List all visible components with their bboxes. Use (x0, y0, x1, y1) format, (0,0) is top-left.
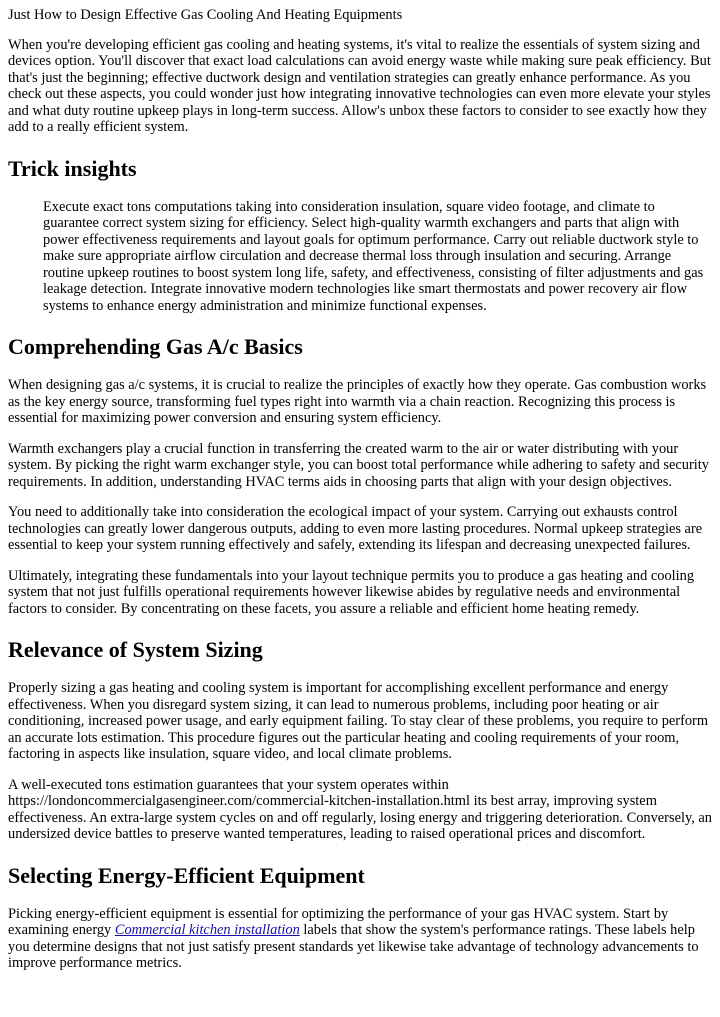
basics-paragraph-3: You need to additionally take into consideration the ecological impact of your system. Carrying out exhausts control technologies can greatly lower dangerous outputs, adding to even more lasting procedures. Normal upkeep strategies are essential to keep your system running effectively and safely, extending its lifespan and decreasing unexpected failures. (8, 504, 703, 553)
equipment-text-after-link: labels that show the system's performance ratings. These labels help you determine designs that not just satisfy present standards yet likewise take advantage of technology advancements to improve performance metrics. (8, 922, 699, 971)
basics-paragraph-2: Warmth exchangers play a crucial function in transferring the created warm to the air or water distributing with your system. By picking the right warm exchanger style, you can boost total performance while adhering to safety and security requirements. In addition, understanding HVAC terms aids in choosing parts that align with your design objectives. (8, 440, 709, 490)
page-title: Just How to Design Effective Gas Cooling And Heating Equipments (8, 7, 403, 23)
sizing-paragraph-2: A well-executed tons estimation guarantees that your system operates within https://londoncommercialgasengineer.com/commercial-kitchen-installation.html its best array, improving system effectiveness. An extra-large system cycles on and off regularly, losing energy and triggering deterioration. Conversely, an undersized device battles to preserve wanted temperatures, leading to raised operational prices and discomfort. (8, 776, 712, 842)
equipment-paragraph-1 (8, 906, 712, 972)
sizing-paragraph-1: Properly sizing a gas heating and cooling system is important for accomplishing excellent performance and energy effectiveness. When you disregard system sizing, it can lead to numerous problems, including poor heating or air conditioning, increased power usage, and early equipment failing. To stay clear of these problems, you require to perform an accurate lots estimation. This procedure figures out the particular heating and cooling requirements of your room, factoring in aspects like insulation, square video, and local climate problems. (8, 680, 709, 762)
intro-paragraph: When you're developing efficient gas cooling and heating systems, it's vital to realize the essentials of system sizing and devices option. You'll discover that exact load calculations can avoid energy waste while making sure peak efficiency. But that's just the beginning; effective ductwork design and ventilation strategies can greatly enhance performance. As you check out these aspects, you could wonder just how integrating innovative technologies can even more elevate your styles and what duty routine upkeep plays in long-term success. Allow's unbox these factors to consider to see exactly how they add to a really efficient system. (8, 36, 711, 135)
section-heading-basics: Comprehending Gas A/c Basics (8, 334, 303, 359)
commercial-kitchen-installation-link[interactable]: Commercial kitchen installation (114, 922, 300, 938)
section-heading-key-insights: Trick insights (8, 155, 137, 181)
basics-paragraph-1: When designing gas a/c systems, it is crucial to realize the principles of exactly how they operate. Gas combustion works as the key energy source, transforming fuel types right into warmth via a chain reaction. Recognizing this process is essential for maximizing power conversion and ensuring system efficiency. (8, 377, 707, 426)
key-insights-quote: Execute exact tons computations taking into consideration insulation, square video footage, and climate to guarantee correct system sizing for efficiency. Select high-quality warmth exchangers and parts that align with power effectiveness requirements and layout goals for optimum performance. Carry out reliable ductwork style to make sure appropriate airflow circulation and decrease thermal loss through insulation and securing. Arrange routine upkeep routines to boost system long life, safety, and effectiveness, consisting of filter adjustments and gas leakage detection. Integrate innovative modern technologies like smart thermostats and power recovery air flow systems to enhance energy administration and minimize functional expenses. (43, 198, 704, 314)
section-heading-sizing: Relevance of System Sizing (8, 637, 263, 662)
section-heading-equipment: Selecting Energy-Efficient Equipment (8, 862, 365, 888)
equipment-text-before-link: Picking energy-efficient equipment is essential for optimizing the performance of your gas HVAC system. Start by examining energy (8, 905, 669, 938)
basics-paragraph-4: Ultimately, integrating these fundamentals into your layout technique permits you to produce a gas heating and cooling system that not just fulfills operational requirements however likewise abides by regulative needs and environmental factors to consider. By concentrating on these facets, you assure a reliable and efficient home heating remedy. (8, 567, 695, 617)
